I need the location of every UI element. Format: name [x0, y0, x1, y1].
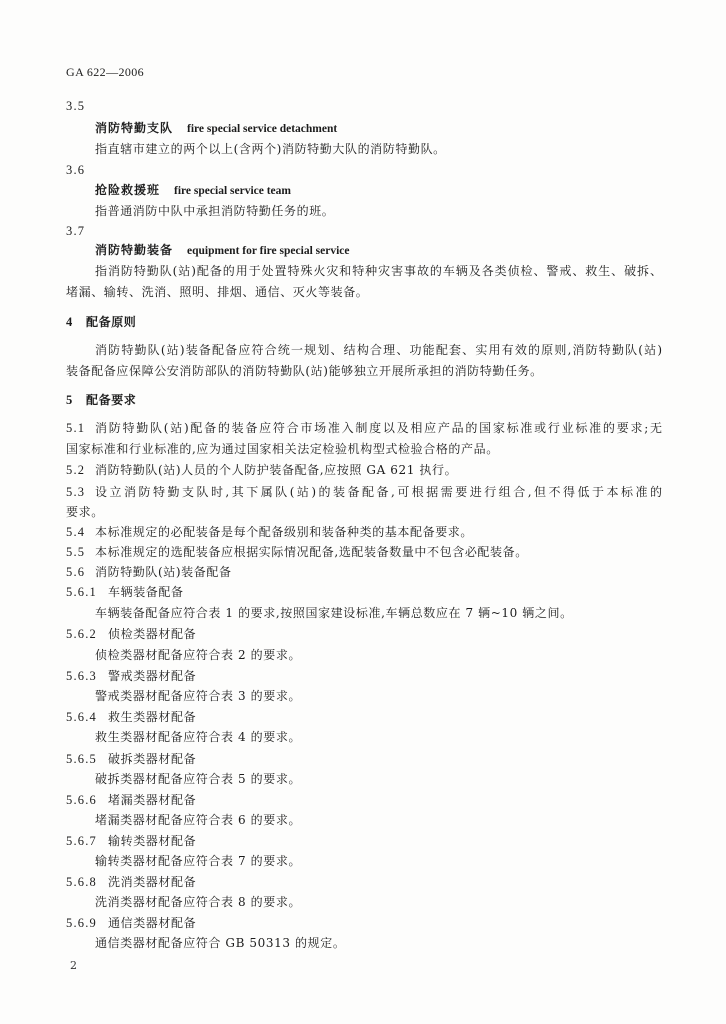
subclause-title: 破拆类器材配备	[108, 752, 197, 766]
subclause-text: 救生类器材配备应符合表 4 的要求。	[95, 730, 302, 744]
clause-number: 5.2	[66, 463, 86, 477]
subclause-number: 5.6.5	[66, 752, 97, 766]
clause-text: 消防特勤队(站)配备的装备应符合市场准入制度以及相应产品的国家标准或行业标准的要求;无	[95, 421, 662, 435]
subclause-title: 警戒类器材配备	[108, 669, 197, 683]
term-zh: 消防特勤支队	[95, 121, 174, 135]
term-number: 3.5	[66, 99, 86, 113]
subclause-text: 输转类器材配备应符合表 7 的要求。	[95, 854, 302, 868]
subclause-number: 5.6.4	[66, 710, 97, 724]
section-number: 5	[66, 393, 74, 407]
subclause-text: 车辆装备配备应符合表 1 的要求,按照国家建设标准,车辆总数应在 7 辆~10 辆之间。	[95, 606, 573, 620]
paragraph-line: 装备配备应保障公安消防部队的消防特勤队(站)能够独立开展所承担的消防特勤任务。	[66, 364, 543, 378]
clause-text-continued: 国家标准和行业标准的,应为通过国家相关法定检验机构型式检验合格的产品。	[66, 442, 499, 456]
term-heading	[95, 242, 349, 258]
subclause-text: 警戒类器材配备应符合表 3 的要求。	[95, 689, 302, 703]
subclause-title: 洗消类器材配备	[108, 875, 197, 889]
subclause-text: 侦检类器材配备应符合表 2 的要求。	[95, 648, 302, 662]
term-en: fire special service detachment	[187, 123, 338, 135]
subclause-title: 通信类器材配备	[108, 916, 197, 930]
subclause-title: 侦检类器材配备	[108, 627, 197, 641]
subclause-title: 救生类器材配备	[108, 710, 197, 724]
clause-text: 本标准规定的必配装备是每个配备级别和装备种类的基本配备要求。	[95, 525, 474, 539]
term-heading	[95, 120, 337, 136]
clause-number: 5.3	[66, 485, 86, 499]
subclause-number: 5.6.6	[66, 793, 97, 807]
clause-text: 设立消防特勤支队时,其下属队(站)的装备配备,可根据需要进行组合,但不得低于本标准的	[95, 485, 662, 499]
term-heading	[95, 182, 291, 198]
subclause-text: 堵漏类器材配备应符合表 6 的要求。	[95, 813, 302, 827]
section-title: 配备要求	[86, 393, 137, 407]
term-definition-continued: 堵漏、输转、洗消、照明、排烟、通信、灭火等装备。	[66, 285, 369, 299]
clause-number: 5.1	[66, 421, 86, 435]
subclause-title: 车辆装备配备	[108, 585, 184, 599]
standard-code: GA 622—2006	[66, 65, 145, 79]
term-number: 3.6	[66, 163, 86, 177]
subclause-text: 洗消类器材配备应符合表 8 的要求。	[95, 895, 302, 909]
paragraph-line: 消防特勤队(站)装备配备应符合统一规划、结构合理、功能配套、实用有效的原则,消防特勤队(站)	[95, 343, 662, 357]
clause-text: 本标准规定的选配装备应根据实际情况配备,选配装备数量中不包含必配装备。	[95, 545, 528, 559]
section-number: 4	[66, 315, 74, 329]
term-definition: 指普通消防中队中承担消防特勤任务的班。	[95, 204, 335, 218]
subclause-title: 堵漏类器材配备	[108, 793, 197, 807]
term-en: equipment for fire special service	[187, 245, 350, 257]
term-definition: 指消防特勤队(站)配备的用于处置特殊火灾和特种灾害事故的车辆及各类侦检、警戒、救生、破拆、	[95, 264, 662, 278]
subclause-text: 通信类器材配备应符合 GB 50313 的规定。	[95, 936, 346, 950]
subclause-number: 5.6.2	[66, 627, 97, 641]
subclause-number: 5.6.8	[66, 875, 97, 889]
subclause-number: 5.6.7	[66, 834, 97, 848]
term-definition: 指直辖市建立的两个以上(含两个)消防特勤大队的消防特勤队。	[95, 142, 446, 156]
clause-number: 5.6	[66, 565, 86, 579]
term-zh: 消防特勤装备	[95, 243, 174, 257]
section-title: 配备原则	[86, 315, 137, 329]
page-number: 2	[70, 959, 78, 972]
subclause-title: 输转类器材配备	[108, 834, 197, 848]
clause-number: 5.4	[66, 525, 86, 539]
subclause-number: 5.6.9	[66, 916, 97, 930]
clause-text-continued: 要求。	[66, 505, 104, 519]
subclause-number: 5.6.1	[66, 585, 97, 599]
subclause-text: 破拆类器材配备应符合表 5 的要求。	[95, 772, 302, 786]
term-zh: 抢险救援班	[95, 183, 161, 197]
clause-number: 5.5	[66, 545, 86, 559]
subclause-number: 5.6.3	[66, 669, 97, 683]
clause-text: 消防特勤队(站)人员的个人防护装备配备,应按照 GA 621 执行。	[95, 463, 458, 477]
term-number: 3.7	[66, 224, 86, 238]
clause-text: 消防特勤队(站)装备配备	[95, 565, 232, 579]
term-en: fire special service team	[174, 185, 291, 197]
